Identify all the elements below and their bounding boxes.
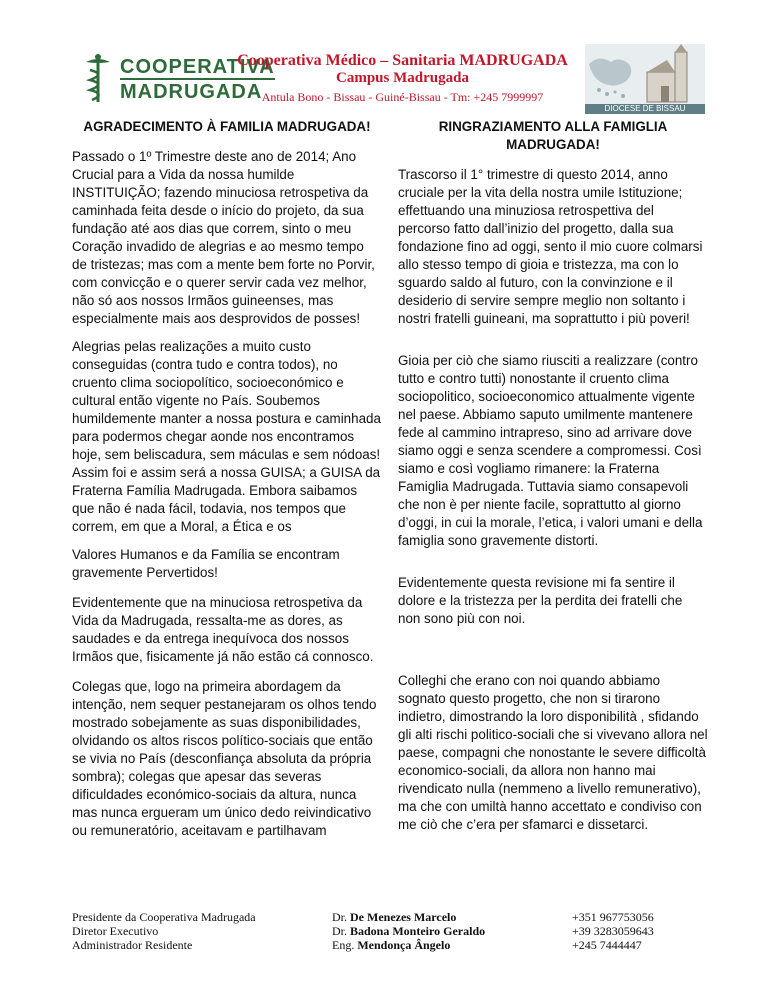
name-line-2	[332, 924, 552, 938]
footer-names	[332, 910, 552, 952]
portuguese-paragraph-3: Valores Humanos e da Família se encontram gravemente Pervertidos!	[72, 547, 340, 580]
portuguese-paragraph-4: Evidentemente que na minuciosa retrospetiva da Vida da Madrugada, ressalta-me as dores, as saudades e da entrega inequívoca dos nossos Irmãos que, fisicamente já não estão cá connosco.	[72, 595, 374, 664]
name-prefix: Dr.	[332, 924, 347, 938]
name-value: Badona Monteiro Geraldo	[350, 924, 486, 938]
italian-heading: RINGRAZIAMENTO ALLA FAMIGLIA MADRUGADA!	[438, 119, 668, 152]
name-prefix: Eng.	[332, 938, 355, 952]
italian-column	[398, 118, 708, 834]
name-value: Mendonça Ângelo	[357, 938, 451, 952]
portuguese-paragraph-2: Alegrias pelas realizações a muito custo conseguidas (contra tudo e contra todos), no cruento clima sociopolítico, socioeconómico e cultural então vigente no País. Soubemos humildemente manter a nossa postura e caminhada para podermos chegar aonde nos encontramos hoje, sem beliscadura, sem máculas e sem nódoas! Assim foi e assim será a nossa GUISA; a GUISA da Fraterna Família Madrugada. Embora saibamos que não é nada fácil, todavia, nos tempos que correm, em que a Moral, a Ética e os	[72, 339, 381, 534]
footer-phones	[572, 910, 702, 952]
italian-paragraph-1: Trascorso il 1° trimestre di questo 2014, anno cruciale per la vita della nostra umile Istituzione; effettuando una minuziosa retrospettiva del percorso fatto dall’inizio del progetto, dalla sua fondazione fino ad oggi, sento il mio cuore colmarsi allo stesso tempo di gioia e tristezza, ma con lo sguardo saldo al futuro, con la convinzione e il desiderio di servire sempre meglio non soltanto i nostri fratelli guineani, ma soprattutto i più poveri!	[398, 167, 703, 326]
portuguese-heading: AGRADECIMENTO À FAMILIA MADRUGADA!	[83, 119, 371, 134]
org-subtitle: Campus Madrugada	[336, 70, 469, 86]
portuguese-paragraph-5: Colegas que, logo na primeira abordagem da intenção, nem sequer pestanejaram os olhos tendo mostrado sobejamente as suas disponibilidades, olvidando os altos riscos político-sociais que então se vivia no País (desconfiança absoluta da própria sombra); colegas que apesar das severas dificuldades económico-sociais da altura, nunca mas nunca ergueram um único dedo reivindicativo ou remuneratório, aceitavam e partilhavam	[72, 679, 377, 838]
italian-paragraph-3: Evidentemente questa revisione mi fa sentire il dolore e la tristezza per la perdita dei fratelli che non sono più con noi.	[398, 575, 683, 626]
diocese-logo	[585, 44, 705, 114]
logo-line2: MADRUGADA	[120, 78, 275, 103]
portuguese-column	[72, 118, 382, 840]
italian-paragraph-4: Colleghi che erano con noi quando abbiamo sognato questo progetto, che non si tirarono indietro, dimostrando la loro disponibilità , sfidando gli alti rischi politico-sociali che si vivevano allora nel paese, compagni che nonostante le severe difficoltà economico-sociali, da allora non hanno mai rivendicato nulla (nemmeno a livello remunerativo), ma che con umiltà hanno accettato e condiviso con me ciò che c’era per sfamarci e dissetarci.	[398, 673, 708, 832]
org-title: Cooperativa Médico – Sanitaria MADRUGADA	[237, 52, 568, 69]
org-address: Antula Bono - Bissau - Guiné-Bissau - Tm: +245 7999997	[261, 90, 544, 104]
italian-paragraph-2: Gioia per ciò che siamo riusciti a realizzare (contro tutto e contro tutti) nonostante il cruento clima sociopolitico, socioeconomico attualmente vigente nel paese. Abbiamo saputo umilmente mantenere fede al cammino intrapreso, sino ad arrivare dove siamo oggi e senza scendere a compromessi. Così siamo e così vogliamo rimanere: la Fraterna Famiglia Madrugada. Tuttavia siamo consapevoli che non è per niente facile, soprattutto al giorno d’oggi, in cui la morale, l’etica, i valori umani e della famiglia sono gravemente distorti.	[398, 353, 703, 548]
role-director: Diretor Executivo	[72, 924, 159, 938]
logo-line1: COOPERATIVA	[120, 56, 275, 78]
name-value: De Menezes Marcelo	[350, 910, 457, 924]
letterhead-text	[235, 52, 570, 105]
name-line-3	[332, 938, 552, 952]
name-prefix: Dr.	[332, 910, 347, 924]
cooperativa-logo	[78, 52, 275, 104]
phone-1: +351 967753056	[572, 910, 654, 924]
phone-2: +39 3283059643	[572, 924, 654, 938]
portuguese-paragraph-1: Passado o 1º Trimestre deste ano de 2014; Ano Crucial para a Vida da nossa humilde INSTITUIÇÃO; fazendo minuciosa retrospetiva da caminhada feita desde o início do projeto, da sua fundação até aos dias que correm, sinto o meu Coração invadido de alegrias e ao mesmo tempo de tristezas; mas com a mente bem forte no Porvir, com convicção e o querer servir cada vez melhor, não só aos nossos Irmãos guineenses, mas especialmente mais aos desprovidos de posses!	[72, 149, 375, 326]
diocese-label: DIOCESE DE BISSAU	[604, 104, 686, 113]
name-line-1	[332, 910, 552, 924]
role-president: Presidente da Cooperativa Madrugada	[72, 910, 256, 924]
phone-3: +245 7444447	[572, 938, 642, 952]
footer-roles	[72, 910, 322, 952]
letterhead	[70, 44, 700, 112]
role-administrator: Administrador Residente	[72, 938, 193, 952]
caduceus-icon	[78, 52, 118, 104]
